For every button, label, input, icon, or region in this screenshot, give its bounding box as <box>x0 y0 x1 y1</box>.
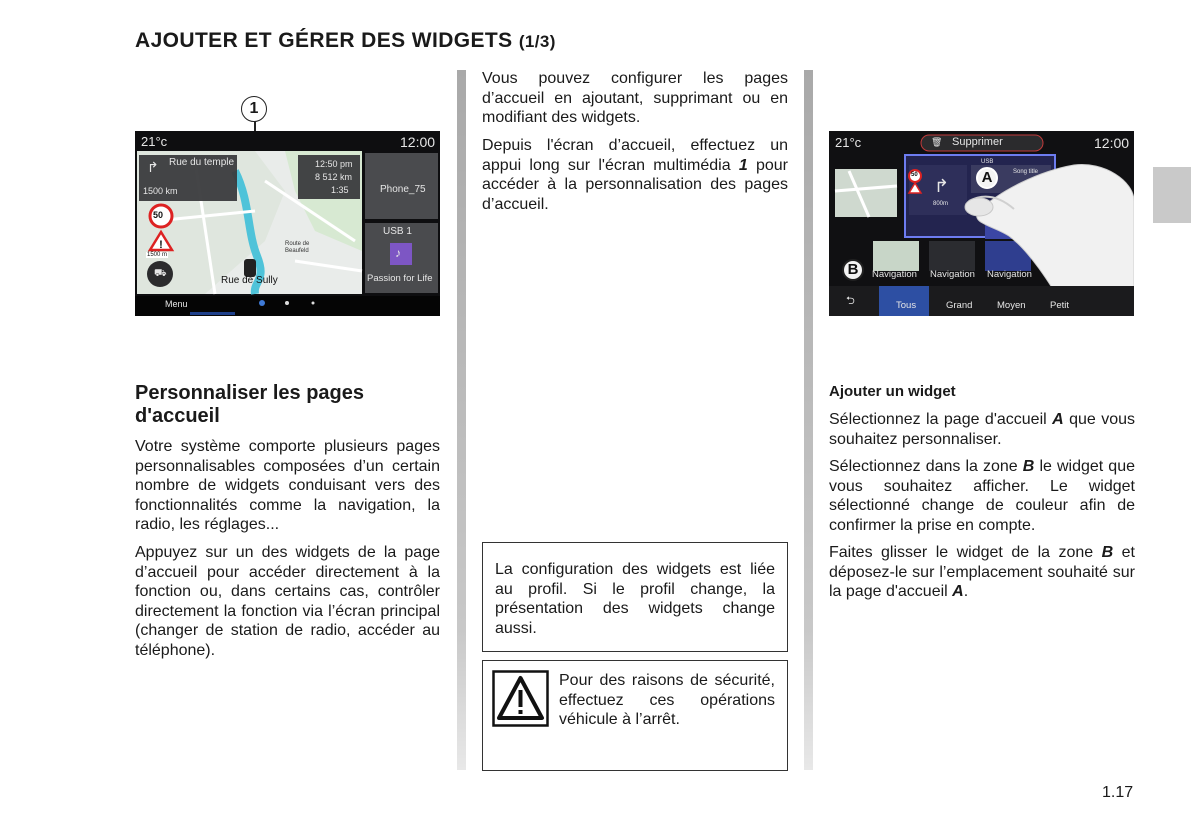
left-paragraph-1: Votre système comporte plusieurs pages personnalisables composées d’un certain nombre de widgets conduisant vers des fonctionnalités comme la navigation, la radio, les réglages... <box>135 438 440 533</box>
widget-usb-label: USB 1 <box>383 226 412 237</box>
turn-direction-icon: ↱ <box>934 176 950 196</box>
tab-small[interactable]: Petit <box>1050 300 1070 311</box>
right-paragraph-2-part-b: le widget que vous souhaitez afficher. Le widget sélectionné change de couleur afin de confirmer la prise en compte. <box>829 458 1136 534</box>
widget-option-navigation-1[interactable]: Navigation <box>872 269 917 280</box>
widget-option-navigation-2[interactable]: Navigation <box>930 269 975 280</box>
callout-1: 1 <box>241 96 267 122</box>
tab-all[interactable]: Tous <box>896 300 917 311</box>
map-label: Route de Beaufeld <box>285 241 310 254</box>
widget-phone-label: Phone_75 <box>380 184 426 195</box>
add-widget-heading: Ajouter un widget <box>829 383 956 400</box>
tab-large[interactable]: Grand <box>946 300 973 311</box>
callout-b: B <box>842 259 864 281</box>
eta-duration: 1:35 <box>331 185 349 195</box>
page-title-sub: (1/3) <box>518 32 556 51</box>
screen-reference-1: 1 <box>738 156 748 174</box>
warning-triangle-icon <box>492 670 549 727</box>
column-separator-left <box>457 70 466 770</box>
page-title <box>135 29 556 53</box>
delete-widget-button[interactable]: Supprimer <box>952 136 1003 148</box>
tab-medium[interactable]: Moyen <box>997 300 1026 311</box>
eta-distance: 8 512 km <box>315 172 353 182</box>
right-paragraph-3 <box>829 543 1135 602</box>
screen-clock: 12:00 <box>400 134 436 150</box>
eta-time: 12:50 pm <box>315 159 353 169</box>
multimedia-screen-widgets <box>829 131 1134 316</box>
reference-a: A <box>1052 411 1064 428</box>
screen2-clock: 12:00 <box>1094 135 1130 151</box>
right-paragraph-1 <box>829 410 1135 449</box>
speed-limit-sign: 50 <box>153 210 164 220</box>
chapter-tab-marker <box>1153 167 1191 223</box>
middle-paragraph-2-part-a: Depuis l'écran d’accueil, effectuez un appui long sur l'écran multimédia <box>482 137 788 174</box>
middle-paragraph-1: Vous pouvez configurer les pages d’accueil en ajoutant, supprimant ou en modifiant des widgets. <box>482 70 788 126</box>
car-icon: ⛟ <box>154 268 167 279</box>
widget-music-label: Passion for Life <box>367 273 433 284</box>
middle-paragraph-2 <box>482 136 788 214</box>
reference-b: B <box>1022 458 1035 475</box>
right-paragraph-3-part-b: et déposez-le sur l’emplacement souhaité sur la page d'accueil <box>829 544 1135 600</box>
section-heading: Personnaliser les pages d'accueil <box>135 382 365 427</box>
screen-temperature: 21°c <box>141 134 168 149</box>
page-number: 1.17 <box>1102 784 1134 801</box>
screen-menu-label: Menu <box>165 299 188 309</box>
warning-distance: 1500 m <box>147 252 168 258</box>
svg-text:!: ! <box>159 239 163 251</box>
widget-option-navigation-3[interactable]: Navigation <box>987 269 1032 280</box>
page-title-main: AJOUTER ET GÉRER DES WIDGETS <box>135 29 513 52</box>
reference-b-2: B <box>1101 544 1114 561</box>
middle-paragraph-2-part-b: pour accéder à la personnalisation des pages d’accueil. <box>482 156 788 213</box>
screen2-speed-sign: 50 <box>911 172 918 178</box>
right-paragraph-2 <box>829 457 1135 535</box>
music-note-icon: ♪ <box>395 246 401 260</box>
nav-distance: 1500 km <box>143 186 178 196</box>
reference-a-2: A <box>952 583 964 600</box>
safety-warning-text: Pour des raisons de sécurité, effectuez ces opérations véhicule à l’arrêt. <box>559 672 775 728</box>
screen2-usb: USB <box>981 159 994 165</box>
screen2-temperature: 21°c <box>835 135 862 150</box>
right-paragraph-1-part-a: Sélectionnez la page d'accueil <box>829 411 1053 428</box>
left-paragraph-2: Appuyez sur un des widgets de la page d’accueil pour accéder directement à la fonction ou, dans certains cas, contrôler directement la fonction via l’écran principal (changer de station de radio, accéder au téléphone). <box>135 544 440 659</box>
screen2-distance: 800m <box>933 201 949 207</box>
safety-warning-box <box>482 660 788 771</box>
callout-a: A <box>976 167 998 189</box>
nav-street-top: Rue du temple <box>169 157 235 168</box>
turn-arrow-icon: ↱ <box>147 159 159 175</box>
right-paragraph-3-part-a: Faites glisser le widget de la zone <box>829 544 1102 561</box>
right-paragraph-1-part-b: que vous souhaitez personnaliser. <box>829 411 1136 448</box>
right-paragraph-2-part-a: Sélectionnez dans la zone <box>829 458 1023 475</box>
profile-note-box <box>482 542 788 652</box>
back-arrow-icon[interactable]: ⮌ <box>846 295 855 307</box>
nav-street-bottom: Rue de Sully <box>221 275 278 286</box>
column-separator-right <box>804 70 813 770</box>
profile-note-text: La configuration des widgets est liée au profil. Si le profil change, la présentation des widgets change aussi. <box>495 561 775 637</box>
trash-icon: 🗑 <box>931 137 943 147</box>
multimedia-screen-home <box>135 131 440 316</box>
screen2-song-title: Song title <box>1013 169 1039 175</box>
right-paragraph-3-part-c: . <box>963 583 969 600</box>
